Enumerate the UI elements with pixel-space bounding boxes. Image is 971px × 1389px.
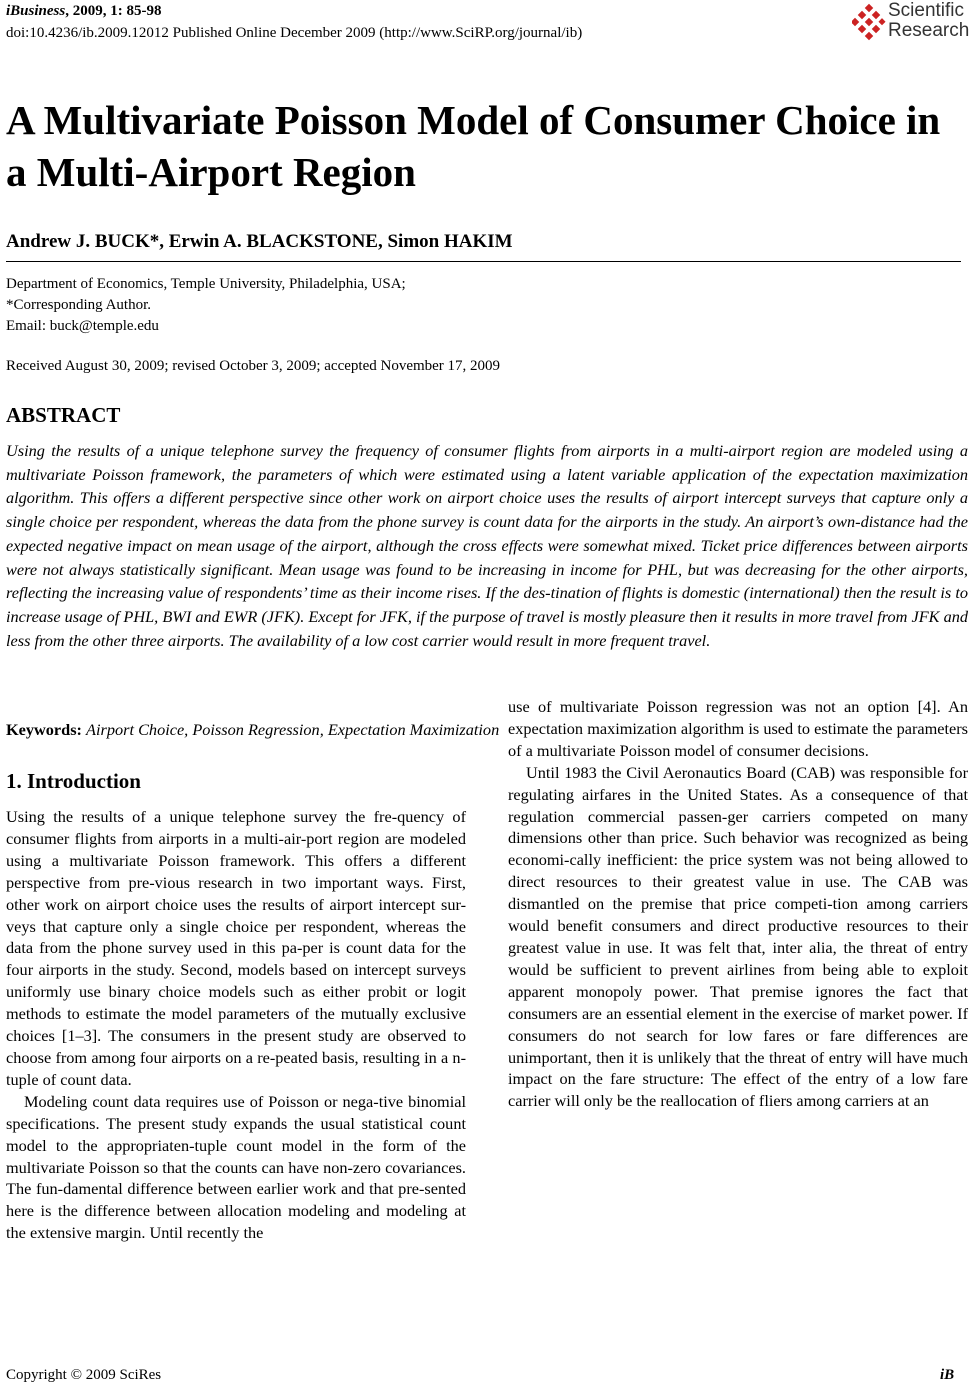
paragraph: Until 1983 the Civil Aeronautics Board (CAB) was responsible for regulating airfares in the United States. As a consequence of that regulation commercial passen-ger carriers competed on many dimensions other than price. Such behavior was recognized as being economi-cally inefficient: the price system was not being allowed to direct resources to their greatest value in use. The CAB was dismantled on the premise that price competi-tion among carriers would benefit consumers and direct productive resources to their greatest value in use. It was felt that, inter alia, the threat of entry would be sufficient to prevent airlines from being able to exploit apparent monopoly power. That premise ignores the fact that consumers are an essential element in the exercise of market power. If consumers do not search for low fares or fare differences are unimportant, then it is unlikely that the threat of entry will have much impact on the fare structure: The effect of the entry of a low fare carrier will only be the reallocation of fliers among carriers at an [508,762,968,1111]
logo-line-1: Scientific [888,0,965,21]
footer-journal-abbrev: iB [940,1367,955,1383]
journal-name: iBusiness [6,3,66,19]
affiliation-email: Email: buck@temple.edu [6,318,159,334]
paragraph: Modeling count data requires use of Poisson or nega-tive binomial specifications. The present study expands the usual statistical count model to the appropriaten-tuple count model in the form of the multivariate Poisson so that the counts can have non-zero covariances. The fun-damental difference between earlier work and that pre-sented here is the difference between allocation modeling and modeling at the extensive margin. Until recently the [6,1091,466,1243]
keywords-separator: : [76,720,87,739]
paragraph: Using the results of a unique telephone survey the fre-quency of consumer flights from airports in a multi-air-port region are modeled using a multivariate Poisson framework. This offers a different perspective from pre-vious research in two important ways. First, other work on airport choice uses the results of airport intercept sur-veys that capture only a single choice per respondent, whereas the data from the phone survey used in this pa-per is count data for the four airports in the study. Second, models based on intercept surveys uniformly use binary choice models such as either probit or logit methods to estimate the model parameters of the mutually exclusive choices [1–3]. The consumers in the present study are observed to choose from among four airports on a re-peated basis, resulting in a n-tuple of count data. [6,807,466,1089]
logo-line-2: Research [888,20,970,41]
keywords [6,718,499,741]
keywords-label: Keywords [6,720,77,739]
journal-citation [6,2,161,20]
authors: Andrew J. BUCK*, Erwin A. BLACKSTONE, Simon HAKIM [6,231,513,252]
section-heading-introduction: 1. Introduction [6,769,141,793]
title-divider [6,261,961,262]
doi-line: doi:10.4236/ib.2009.12012 Published Online December 2009 (http://www.SciRP.org/journal/ib) [6,25,583,41]
paragraph: use of multivariate Poisson regression was not an option [4]. An expectation maximization algorithm is used to estimate the parameters of a multivariate Poisson model of consumer decisions. [508,697,968,760]
affiliation-corresponding: *Corresponding Author. [6,297,151,313]
body-column-right [508,696,968,1112]
journal-volume-pages: , 2009, 1: 85-98 [65,3,162,19]
affiliation-department: Department of Economics, Temple University, Philadelphia, USA; [6,276,406,292]
abstract-text: Using the results of a unique telephone survey the frequency of consumer flights from airports in a multi-airport region are modeled using a multivariate Poisson framework, the parameters of which were estimated using a latent variable application of the expectation maximization algorithm. This offers a different perspective since other work on airport choice uses the results of airport intercept surveys that capture only a single choice per respondent, whereas the data from the phone survey is count data for the airports in the study. An airport’s own-distance had the expected negative impact on mean usage of the airport, although the cross effects were somewhat mixed. Ticket price differences between airports were not always statistically significant. Mean usage was found to be increasing in income for PHL, but was decreasing for the other airports, reflecting the increasing value of respondents’ time as their income rises. If the des-tination of flights is domestic (international) then the result is to increase usage of PHL, BWI and EWR (JFK). Except for JFK, if the purpose of travel is mostly pleasure then it results in more travel from JFK and less from the other three airports. The availability of a low cost carrier would result in more frequent travel. [6,441,968,650]
paper-title: A Multivariate Poisson Model of Consumer Choice in a Multi-Airport Region [6,97,941,195]
body-column-left [6,806,466,1244]
logo-wordmark [888,1,969,41]
abstract-heading: ABSTRACT [6,403,121,427]
keywords-text: Airport Choice, Poisson Regression, Expectation Maximization [86,720,500,739]
received-dates: Received August 30, 2009; revised October 3, 2009; accepted November 17, 2009 [6,358,501,374]
footer-copyright: Copyright © 2009 SciRes [6,1367,162,1383]
affiliation [6,274,406,337]
publisher-logo [852,1,970,43]
scirp-logo-icon [852,3,886,43]
